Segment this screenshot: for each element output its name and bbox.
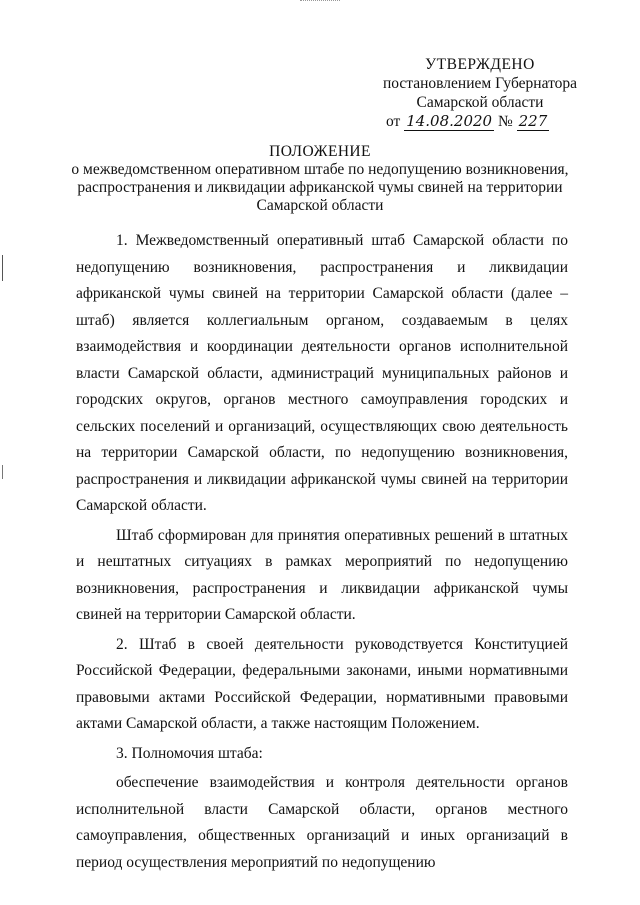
heading-title: ПОЛОЖЕНИЕ	[269, 143, 371, 160]
date-prefix: от	[386, 113, 401, 130]
handwritten-number: 227	[518, 112, 548, 130]
approval-line-1: постановлением Губернатора	[382, 75, 578, 92]
approval-stamp	[380, 55, 580, 131]
number-sign: №	[497, 113, 513, 130]
approval-title: УТВЕРЖДЕНО	[425, 56, 535, 73]
document-body	[76, 228, 568, 876]
document-heading	[60, 143, 580, 215]
paragraph-4: 3. Полномочия штаба:	[116, 744, 263, 762]
scan-artifact-top	[300, 0, 340, 4]
heading-line-3: Самарской области	[256, 197, 384, 214]
paragraph-1: 1. Межведомственный оперативный штаб Самарской области по недопущению возникновения, распространения и ликвидации африканской чумы свиней на территории Самарской области (далее – штаб) является коллегиальным органом, создаваемым в целях взаимодействия и координации деятельности органов исполнительной власти Самарской области, администраций муниципальных районов и городских округов, органов местного самоуправления городских и сельских поселений и организаций, осуществляющих свою деятельность на территории Самарской области, по недопущению возникновения, распространения и ликвидации африканской чумы свиней на территории Самарской области.	[76, 232, 568, 514]
approval-line-2: Самарской области	[416, 94, 544, 111]
scan-artifact-left-lower	[2, 465, 3, 479]
heading-line-2: распространения и ликвидации африканской чумы свиней на территории	[77, 179, 563, 196]
paragraph-3: 2. Штаб в своей деятельности руководствуется Конституцией Российской Федерации, федеральными законами, иными нормативными правовыми актами Российской Федерации, нормативными правовыми актами Самарской области, а также настоящим Положением.	[76, 635, 568, 732]
paragraph-5: обеспечение взаимодействия и контроля деятельности органов исполнительной власти Самарской области, органов местного самоуправления, общественных организаций и иных организаций в период осуществления мероприятий по недопущению	[76, 774, 568, 871]
handwritten-date: 14.08.2020	[406, 112, 493, 130]
approval-reference	[380, 112, 580, 131]
heading-line-1: о межведомственном оперативном штабе по недопущению возникновения,	[71, 161, 569, 178]
paragraph-2: Штаб сформирован для принятия оперативных решений в штатных и нештатных ситуациях в рамках мероприятий по недопущению возникновения, распространения и ликвидации африканской чумы свиней на территории Самарской области.	[76, 526, 568, 623]
scan-artifact-left	[2, 255, 3, 281]
